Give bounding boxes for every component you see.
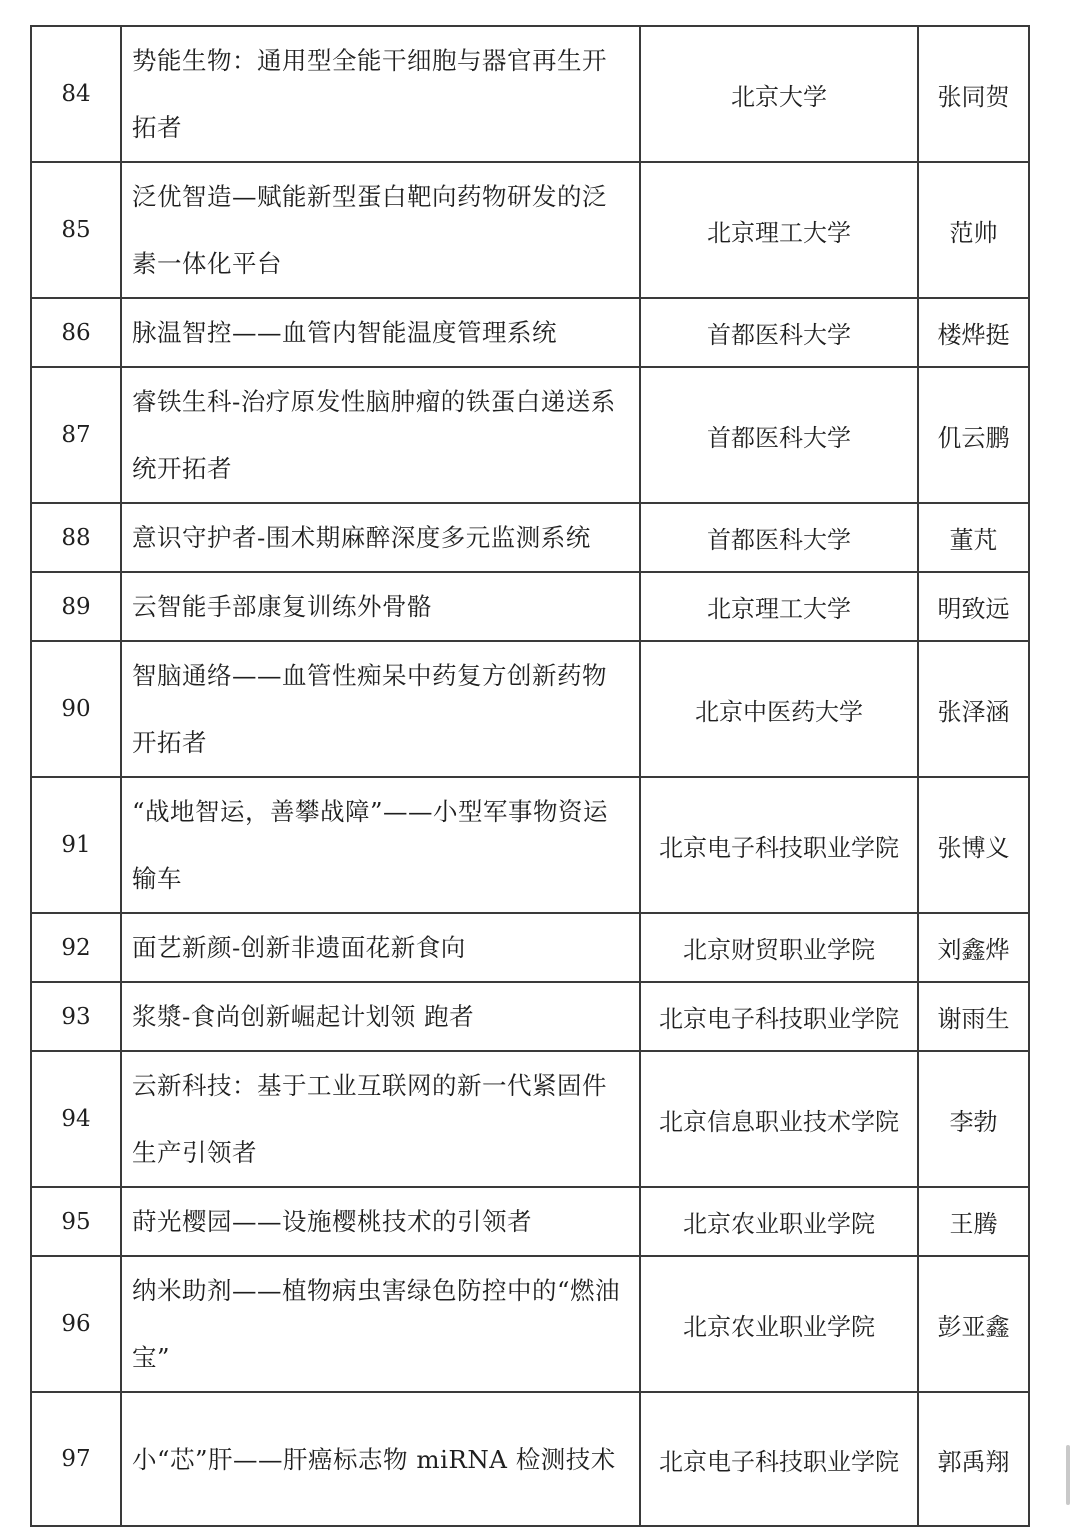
school-name: 北京理工大学 [640,162,918,298]
table-row [31,913,1029,982]
row-number: 95 [31,1187,121,1256]
table-row [31,1051,1029,1187]
table-row [31,1392,1029,1526]
school-name: 北京农业职业学院 [640,1256,918,1392]
leader-name: 范帅 [918,162,1029,298]
leader-name: 仉云鹏 [918,367,1029,503]
table-row [31,641,1029,777]
row-number: 93 [31,982,121,1051]
project-name: 智脑通络——血管性痴呆中药复方创新药物开拓者 [121,641,640,777]
project-name: 脉温智控——血管内智能温度管理系统 [121,298,640,367]
project-name: 莳光樱园——设施樱桃技术的引领者 [121,1187,640,1256]
table-row [31,777,1029,913]
leader-name: 王腾 [918,1187,1029,1256]
school-name: 北京电子科技职业学院 [640,982,918,1051]
row-number: 90 [31,641,121,777]
school-name: 北京理工大学 [640,572,918,641]
school-name: 北京农业职业学院 [640,1187,918,1256]
project-name: 纳米助剂——植物病虫害绿色防控中的“燃油宝” [121,1256,640,1392]
row-number: 86 [31,298,121,367]
school-name: 北京电子科技职业学院 [640,777,918,913]
row-number: 85 [31,162,121,298]
leader-name: 谢雨生 [918,982,1029,1051]
table-row [31,1187,1029,1256]
project-name: 小“芯”肝——肝癌标志物 miRNA 检测技术 [121,1392,640,1526]
project-table [30,25,1030,1527]
row-number: 91 [31,777,121,913]
row-number: 97 [31,1392,121,1526]
school-name: 北京电子科技职业学院 [640,1392,918,1526]
leader-name: 刘鑫烨 [918,913,1029,982]
project-name: 面艺新颜-创新非遗面花新食向 [121,913,640,982]
project-name: 势能生物：通用型全能干细胞与器官再生开拓者 [121,26,640,162]
school-name: 北京中医药大学 [640,641,918,777]
document-page [30,25,1030,1527]
scrollbar-thumb[interactable] [1066,1445,1070,1505]
project-name: 浆漿-食尚创新崛起计划领 跑者 [121,982,640,1051]
table-row [31,162,1029,298]
leader-name: 李勃 [918,1051,1029,1187]
project-name: “战地智运，善攀战障”——小型军事物资运输车 [121,777,640,913]
table-row [31,1256,1029,1392]
leader-name: 彭亚鑫 [918,1256,1029,1392]
school-name: 首都医科大学 [640,298,918,367]
row-number: 84 [31,26,121,162]
table-row [31,298,1029,367]
project-name: 泛优智造—赋能新型蛋白靶向药物研发的泛素一体化平台 [121,162,640,298]
leader-name: 董芃 [918,503,1029,572]
school-name: 首都医科大学 [640,367,918,503]
leader-name: 张博义 [918,777,1029,913]
project-name: 云智能手部康复训练外骨骼 [121,572,640,641]
leader-name: 张泽涵 [918,641,1029,777]
project-name: 睿铁生科-治疗原发性脑肿瘤的铁蛋白递送系统开拓者 [121,367,640,503]
leader-name: 张同贺 [918,26,1029,162]
school-name: 首都医科大学 [640,503,918,572]
leader-name: 明致远 [918,572,1029,641]
project-name: 云新科技：基于工业互联网的新一代紧固件生产引领者 [121,1051,640,1187]
row-number: 94 [31,1051,121,1187]
row-number: 88 [31,503,121,572]
row-number: 89 [31,572,121,641]
row-number: 87 [31,367,121,503]
leader-name: 郭禹翔 [918,1392,1029,1526]
table-row [31,572,1029,641]
table-row [31,982,1029,1051]
school-name: 北京信息职业技术学院 [640,1051,918,1187]
school-name: 北京大学 [640,26,918,162]
table-row [31,26,1029,162]
row-number: 92 [31,913,121,982]
project-name: 意识守护者-围术期麻醉深度多元监测系统 [121,503,640,572]
leader-name: 楼烨挺 [918,298,1029,367]
row-number: 96 [31,1256,121,1392]
table-row [31,503,1029,572]
table-row [31,367,1029,503]
school-name: 北京财贸职业学院 [640,913,918,982]
